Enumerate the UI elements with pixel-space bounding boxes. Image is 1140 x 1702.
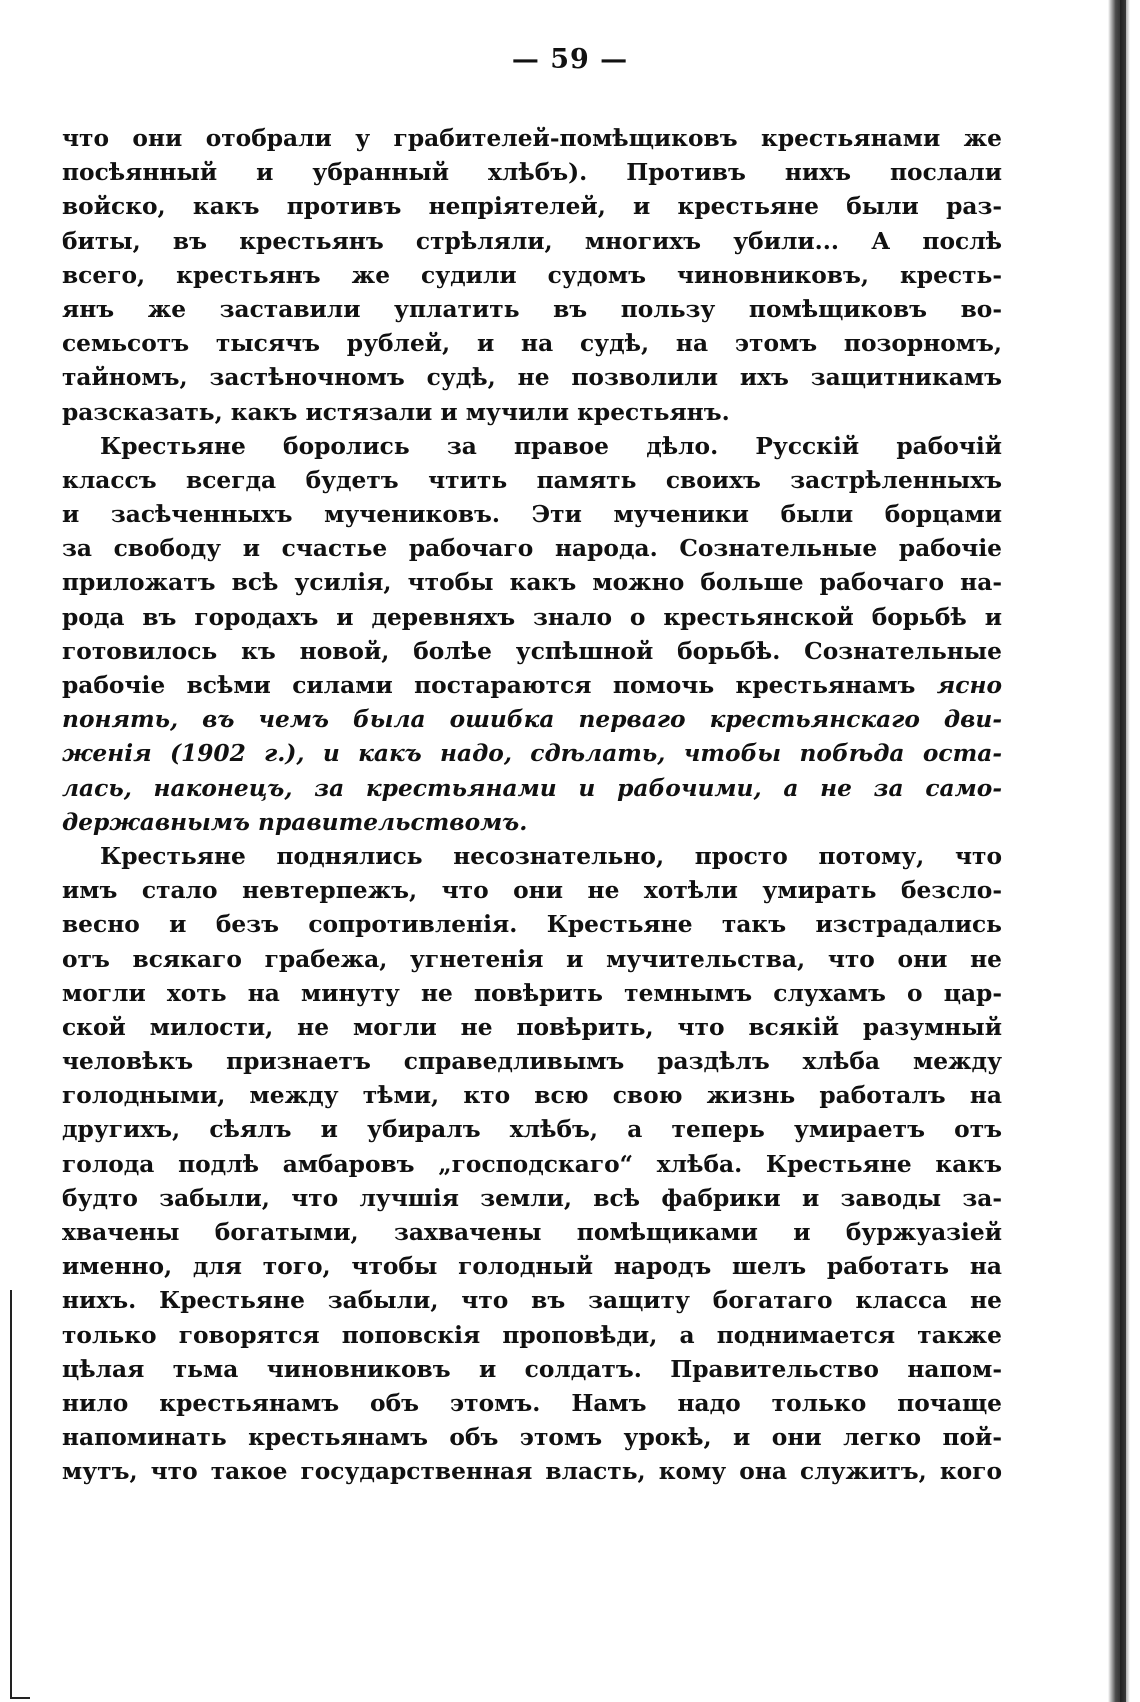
body-text [62, 122, 1002, 1490]
text-line: только говорятся поповскія проповѣди, а поднимается также [62, 1321, 1002, 1349]
text-line: и засѣченныхъ мучениковъ. Эти мученики были борцами [62, 501, 1002, 529]
text-line: классъ всегда будетъ чтить память своихъ застрѣленныхъ [62, 466, 1002, 494]
text-line: другихъ, сѣялъ и убиралъ хлѣбъ, а теперь умираетъ отъ [62, 1116, 1002, 1144]
paragraph-start: Крестьяне боролись за правое дѣло. Русскій рабочій [100, 432, 1002, 460]
text-line: янъ же заставили уплатить въ пользу помѣщиковъ во- [62, 295, 1002, 323]
margin-bracket-foot [10, 1697, 30, 1699]
text-line: будто забыли, что лучшія земли, всѣ фабрики и заводы за- [62, 1184, 1002, 1212]
italic-line: лась, наконецъ, за крестьянами и рабочими, а не за само- [62, 774, 1002, 802]
page-number: — 59 — [511, 44, 629, 75]
italic-line: женія (1902 г.), и какъ надо, сдѣлать, чтобы побѣда оста- [62, 740, 1002, 768]
text-line: человѣкъ признаетъ справедливымъ раздѣлъ хлѣба между [62, 1048, 1002, 1076]
text-line: могли хоть на минуту не повѣрить темнымъ слухамъ о цар- [62, 979, 1002, 1007]
margin-bracket [10, 1290, 12, 1698]
text-line: биты, въ крестьянъ стрѣляли, многихъ убили... А послѣ [62, 227, 1002, 255]
text-line: нихъ. Крестьяне забыли, что въ защиту богатаго класса не [62, 1287, 1002, 1315]
italic-segment: ясно [936, 672, 1002, 699]
text-line: ской милости, не могли не повѣрить, что всякій разумный [62, 1013, 1002, 1041]
italic-line: державнымъ правительствомъ. [62, 808, 528, 836]
text-line: разсказать, какъ истязали и мучили крестьянъ. [62, 398, 730, 426]
text-line: имъ стало невтерпежъ, что они не хотѣли умирать безсло- [62, 877, 1002, 905]
text-line: мутъ, что такое государственная власть, кому она служитъ, кого [62, 1458, 1002, 1486]
text-line: готовилось къ новой, болѣе успѣшной борьбѣ. Сознательные [62, 637, 1002, 665]
text-line: голодными, между тѣми, кто всю свою жизнь работалъ на [62, 1082, 1002, 1110]
text-line: тайномъ, застѣночномъ судѣ, не позволили ихъ защитникамъ [62, 364, 1002, 392]
text-line: что они отобрали у грабителей-помѣщиковъ крестьянами же [62, 125, 1002, 152]
page-edge-rule [1120, 0, 1126, 1702]
text-line: цѣлая тьма чиновниковъ и солдатъ. Правительство напом- [62, 1355, 1002, 1383]
text-line: голода подлѣ амбаровъ „господскаго“ хлѣба. Крестьяне какъ [62, 1150, 1002, 1178]
italic-line: понять, въ чемъ была ошибка перваго крестьянскаго дви- [62, 706, 1002, 734]
text-line: хвачены богатыми, захвачены помѣщиками и буржуазіей [62, 1219, 1002, 1246]
text-line: посѣянный и убранный хлѣбъ). Противъ нихъ послали [62, 159, 1002, 187]
text-line: семьсотъ тысячъ рублей, и на судѣ, на этомъ позорномъ, [62, 330, 1002, 358]
page-edge-shadow [1108, 0, 1130, 1702]
text-line: напоминать крестьянамъ объ этомъ урокѣ, и они легко пой- [62, 1424, 1002, 1452]
text-line: весно и безъ сопротивленія. Крестьяне такъ изстрадались [62, 911, 1002, 939]
text-line: отъ всякаго грабежа, угнетенія и мучительства, что они не [62, 945, 1002, 973]
text-line-mixed [62, 669, 1002, 703]
text-line: за свободу и счастье рабочаго народа. Сознательные рабочіе [62, 535, 1002, 563]
text-line: приложатъ всѣ усилія, чтобы какъ можно больше рабочаго на- [62, 569, 1002, 597]
paragraph-start: Крестьяне поднялись несознательно, просто потому, что [100, 842, 1002, 870]
text-line: войско, какъ противъ непріятелей, и крестьяне были раз- [62, 193, 1002, 221]
text-line: всего, крестьянъ же судили судомъ чиновниковъ, кресть- [62, 261, 1002, 289]
text-line: нило крестьянамъ объ этомъ. Намъ надо только почаще [62, 1389, 1002, 1417]
text-line: именно, для того, чтобы голодный народъ шелъ работать на [62, 1253, 1002, 1281]
text-segment: рабочіе всѣми силами постараются помочь крестьянамъ [62, 672, 916, 699]
text-line: рода въ городахъ и деревняхъ знало о крестьянской борьбѣ и [62, 603, 1002, 631]
